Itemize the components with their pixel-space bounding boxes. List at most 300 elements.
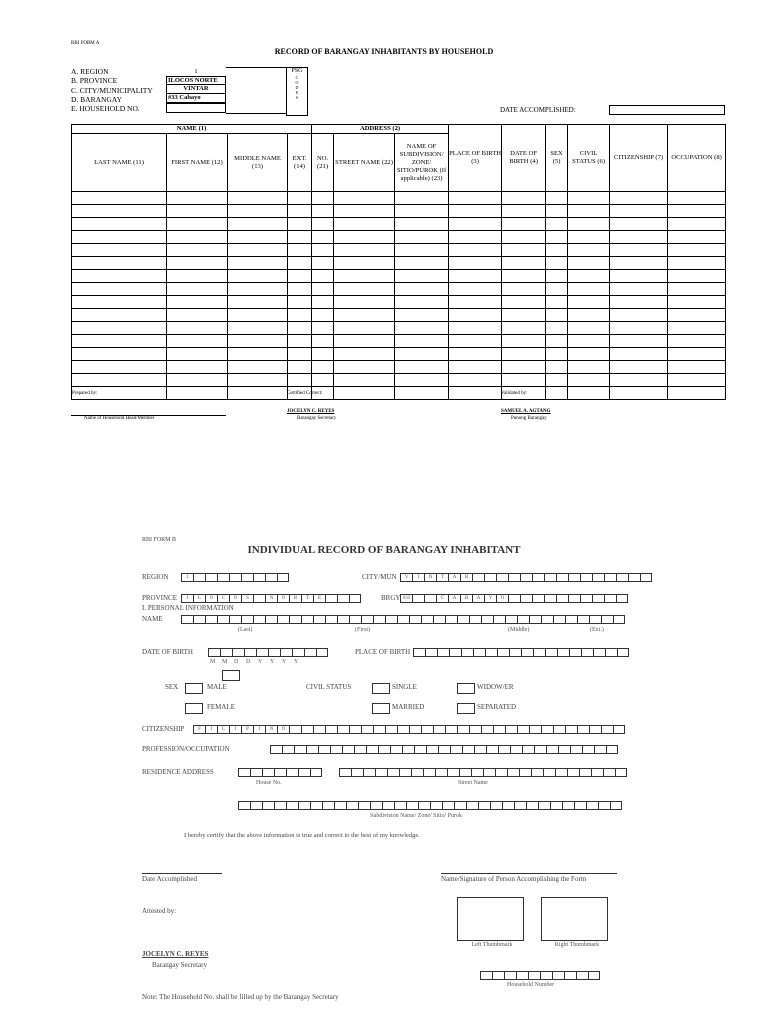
table-cell[interactable]: [72, 309, 167, 322]
table-cell[interactable]: [610, 257, 668, 270]
table-cell[interactable]: [502, 192, 546, 205]
letter-box[interactable]: [425, 648, 437, 657]
table-cell[interactable]: [72, 257, 167, 270]
letter-box[interactable]: [394, 801, 406, 810]
table-cell[interactable]: [312, 257, 334, 270]
letter-box[interactable]: [414, 745, 426, 754]
table-cell[interactable]: [546, 348, 568, 361]
b-pob-cells[interactable]: [413, 648, 629, 657]
letter-box[interactable]: [437, 648, 449, 657]
letter-box[interactable]: T: [436, 573, 448, 582]
table-cell[interactable]: [546, 231, 568, 244]
letter-box[interactable]: [521, 648, 533, 657]
table-cell[interactable]: [668, 205, 726, 218]
table-cell[interactable]: [610, 218, 668, 231]
table-cell[interactable]: [334, 218, 395, 231]
letter-box[interactable]: [558, 745, 570, 754]
table-cell[interactable]: [568, 348, 610, 361]
letter-box[interactable]: N: [265, 725, 277, 734]
letter-box[interactable]: [193, 615, 205, 624]
b-brgy-cells[interactable]: [400, 594, 628, 603]
table-cell[interactable]: [502, 348, 546, 361]
letter-box[interactable]: [253, 573, 265, 582]
table-cell[interactable]: [334, 192, 395, 205]
table-cell[interactable]: [288, 231, 312, 244]
letter-box[interactable]: [529, 725, 541, 734]
letter-box[interactable]: [238, 768, 250, 777]
table-cell[interactable]: [668, 244, 726, 257]
letter-box[interactable]: [471, 768, 483, 777]
letter-box[interactable]: [474, 745, 486, 754]
table-cell[interactable]: [312, 192, 334, 205]
sex-female-checkbox[interactable]: [185, 703, 203, 714]
letter-box[interactable]: [325, 594, 337, 603]
civil-married-checkbox[interactable]: [372, 703, 390, 714]
table-cell[interactable]: [568, 257, 610, 270]
letter-box[interactable]: [505, 615, 517, 624]
table-cell[interactable]: [546, 361, 568, 374]
letter-box[interactable]: [438, 745, 450, 754]
table-cell[interactable]: [568, 296, 610, 309]
table-cell[interactable]: [449, 244, 502, 257]
letter-box[interactable]: [589, 615, 601, 624]
table-cell[interactable]: [167, 387, 228, 400]
letter-box[interactable]: [557, 648, 569, 657]
table-cell[interactable]: [395, 361, 449, 374]
letter-box[interactable]: [402, 745, 414, 754]
letter-box[interactable]: [517, 725, 529, 734]
letter-box[interactable]: [640, 573, 652, 582]
table-cell[interactable]: [449, 205, 502, 218]
letter-box[interactable]: [592, 594, 604, 603]
letter-box[interactable]: [510, 745, 522, 754]
table-cell[interactable]: [546, 257, 568, 270]
table-cell[interactable]: [502, 257, 546, 270]
table-cell[interactable]: [395, 283, 449, 296]
table-cell[interactable]: [288, 348, 312, 361]
table-cell[interactable]: [228, 218, 288, 231]
letter-box[interactable]: [534, 745, 546, 754]
letter-box[interactable]: [546, 745, 558, 754]
barangay-value[interactable]: #33 Cabayo: [166, 94, 226, 103]
table-cell[interactable]: [334, 270, 395, 283]
letter-box[interactable]: A: [448, 573, 460, 582]
letter-box[interactable]: L: [193, 594, 205, 603]
table-cell[interactable]: [395, 374, 449, 387]
letter-box[interactable]: [606, 745, 618, 754]
letter-box[interactable]: [532, 573, 544, 582]
letter-box[interactable]: [274, 801, 286, 810]
letter-box[interactable]: [282, 745, 294, 754]
table-cell[interactable]: [72, 296, 167, 309]
table-cell[interactable]: [334, 205, 395, 218]
table-cell[interactable]: [668, 322, 726, 335]
letter-box[interactable]: [229, 573, 241, 582]
table-cell[interactable]: [395, 231, 449, 244]
table-cell[interactable]: [395, 218, 449, 231]
letter-box[interactable]: [541, 725, 553, 734]
letter-box[interactable]: [484, 573, 496, 582]
table-cell[interactable]: [228, 322, 288, 335]
letter-box[interactable]: O: [277, 594, 289, 603]
letter-box[interactable]: [274, 768, 286, 777]
letter-box[interactable]: [531, 768, 543, 777]
letter-box[interactable]: [450, 745, 462, 754]
table-cell[interactable]: [72, 270, 167, 283]
table-cell[interactable]: [502, 374, 546, 387]
letter-box[interactable]: [412, 594, 424, 603]
letter-box[interactable]: [424, 594, 436, 603]
table-cell[interactable]: [72, 283, 167, 296]
letter-box[interactable]: [473, 648, 485, 657]
letter-box[interactable]: [423, 768, 435, 777]
table-cell[interactable]: [395, 244, 449, 257]
table-cell[interactable]: [72, 192, 167, 205]
letter-box[interactable]: [382, 801, 394, 810]
table-cell[interactable]: [668, 257, 726, 270]
letter-box[interactable]: [361, 615, 373, 624]
letter-box[interactable]: [294, 745, 306, 754]
letter-box[interactable]: [459, 768, 471, 777]
letter-box[interactable]: #33: [400, 594, 412, 603]
letter-box[interactable]: [310, 768, 322, 777]
letter-box[interactable]: [556, 573, 568, 582]
letter-box[interactable]: S: [241, 594, 253, 603]
letter-box[interactable]: [556, 594, 568, 603]
letter-box[interactable]: [520, 594, 532, 603]
letter-box[interactable]: [349, 725, 361, 734]
table-cell[interactable]: [546, 296, 568, 309]
table-cell[interactable]: [395, 322, 449, 335]
table-cell[interactable]: [668, 335, 726, 348]
table-cell[interactable]: [72, 205, 167, 218]
letter-box[interactable]: [615, 768, 627, 777]
letter-box[interactable]: [354, 745, 366, 754]
table-cell[interactable]: [668, 231, 726, 244]
table-cell[interactable]: [610, 309, 668, 322]
letter-box[interactable]: [375, 768, 387, 777]
table-cell[interactable]: [568, 231, 610, 244]
b-occupation-cells[interactable]: [270, 745, 618, 754]
b-street-cells[interactable]: [339, 768, 627, 777]
table-cell[interactable]: [568, 270, 610, 283]
letter-box[interactable]: [208, 648, 220, 657]
table-cell[interactable]: [334, 283, 395, 296]
letter-box[interactable]: O: [277, 725, 289, 734]
letter-box[interactable]: [286, 768, 298, 777]
table-cell[interactable]: [167, 296, 228, 309]
table-cell[interactable]: [228, 192, 288, 205]
table-cell[interactable]: [546, 205, 568, 218]
letter-box[interactable]: [373, 725, 385, 734]
letter-box[interactable]: [493, 615, 505, 624]
letter-box[interactable]: [592, 573, 604, 582]
letter-box[interactable]: I: [205, 725, 217, 734]
letter-box[interactable]: [339, 768, 351, 777]
table-cell[interactable]: [668, 296, 726, 309]
letter-box[interactable]: [490, 801, 502, 810]
table-cell[interactable]: [167, 244, 228, 257]
letter-box[interactable]: F: [193, 725, 205, 734]
letter-box[interactable]: [505, 725, 517, 734]
extra-checkbox[interactable]: [222, 670, 240, 681]
letter-box[interactable]: [493, 725, 505, 734]
letter-box[interactable]: 1: [181, 573, 193, 582]
letter-box[interactable]: [241, 615, 253, 624]
table-cell[interactable]: [668, 348, 726, 361]
letter-box[interactable]: [409, 725, 421, 734]
letter-box[interactable]: [250, 801, 262, 810]
letter-box[interactable]: [397, 725, 409, 734]
table-cell[interactable]: [228, 231, 288, 244]
table-cell[interactable]: [449, 218, 502, 231]
letter-box[interactable]: [238, 801, 250, 810]
letter-box[interactable]: [421, 615, 433, 624]
table-cell[interactable]: [167, 205, 228, 218]
letter-box[interactable]: [244, 648, 256, 657]
letter-box[interactable]: [351, 768, 363, 777]
letter-box[interactable]: [461, 648, 473, 657]
b-city-cells[interactable]: [400, 573, 652, 582]
table-cell[interactable]: [502, 231, 546, 244]
letter-box[interactable]: [598, 801, 610, 810]
table-cell[interactable]: [395, 270, 449, 283]
table-cell[interactable]: [610, 205, 668, 218]
table-cell[interactable]: [228, 283, 288, 296]
letter-box[interactable]: [289, 615, 301, 624]
table-cell[interactable]: [546, 374, 568, 387]
letter-box[interactable]: [469, 725, 481, 734]
table-cell[interactable]: [568, 309, 610, 322]
table-cell[interactable]: [668, 374, 726, 387]
table-cell[interactable]: [395, 348, 449, 361]
letter-box[interactable]: [330, 745, 342, 754]
letter-box[interactable]: [538, 801, 550, 810]
letter-box[interactable]: [421, 725, 433, 734]
table-cell[interactable]: [228, 270, 288, 283]
letter-box[interactable]: [528, 971, 540, 980]
table-cell[interactable]: [288, 218, 312, 231]
letter-box[interactable]: [411, 768, 423, 777]
letter-box[interactable]: [318, 745, 330, 754]
table-cell[interactable]: [546, 335, 568, 348]
letter-box[interactable]: [370, 801, 382, 810]
letter-box[interactable]: [601, 725, 613, 734]
table-cell[interactable]: [72, 374, 167, 387]
letter-box[interactable]: [301, 725, 313, 734]
letter-box[interactable]: [445, 725, 457, 734]
letter-box[interactable]: [262, 801, 274, 810]
table-cell[interactable]: [502, 244, 546, 257]
table-cell[interactable]: [228, 296, 288, 309]
letter-box[interactable]: [526, 801, 538, 810]
letter-box[interactable]: [325, 725, 337, 734]
table-cell[interactable]: [334, 322, 395, 335]
letter-box[interactable]: [304, 648, 316, 657]
table-cell[interactable]: [610, 374, 668, 387]
letter-box[interactable]: [552, 971, 564, 980]
letter-box[interactable]: [589, 725, 601, 734]
table-cell[interactable]: [228, 387, 288, 400]
letter-box[interactable]: [553, 615, 565, 624]
table-cell[interactable]: [312, 335, 334, 348]
table-cell[interactable]: [449, 361, 502, 374]
letter-box[interactable]: [262, 768, 274, 777]
table-cell[interactable]: [228, 348, 288, 361]
table-cell[interactable]: [334, 244, 395, 257]
letter-box[interactable]: [366, 745, 378, 754]
letter-box[interactable]: [502, 801, 514, 810]
table-cell[interactable]: [610, 244, 668, 257]
letter-box[interactable]: [466, 801, 478, 810]
table-cell[interactable]: [167, 192, 228, 205]
table-cell[interactable]: [167, 231, 228, 244]
table-cell[interactable]: [546, 283, 568, 296]
table-cell[interactable]: [288, 270, 312, 283]
table-cell[interactable]: [668, 309, 726, 322]
table-cell[interactable]: [288, 374, 312, 387]
table-cell[interactable]: [502, 361, 546, 374]
letter-box[interactable]: [580, 594, 592, 603]
table-cell[interactable]: [312, 361, 334, 374]
signature-line[interactable]: [441, 873, 617, 874]
table-cell[interactable]: [568, 361, 610, 374]
letter-box[interactable]: [322, 801, 334, 810]
letter-box[interactable]: [462, 745, 474, 754]
b-name-cells[interactable]: [181, 615, 625, 624]
letter-box[interactable]: I: [229, 725, 241, 734]
table-cell[interactable]: [395, 296, 449, 309]
letter-box[interactable]: C: [217, 594, 229, 603]
letter-box[interactable]: [544, 594, 556, 603]
table-cell[interactable]: [546, 322, 568, 335]
table-cell[interactable]: [568, 283, 610, 296]
table-cell[interactable]: [568, 387, 610, 400]
letter-box[interactable]: T: [301, 594, 313, 603]
letter-box[interactable]: [435, 768, 447, 777]
letter-box[interactable]: [253, 594, 265, 603]
letter-box[interactable]: [581, 648, 593, 657]
letter-box[interactable]: [514, 801, 526, 810]
province-value[interactable]: ILOCOS NORTE: [166, 76, 226, 85]
letter-box[interactable]: [286, 801, 298, 810]
b-house-no-cells[interactable]: [238, 768, 322, 777]
letter-box[interactable]: [520, 573, 532, 582]
letter-box[interactable]: [508, 573, 520, 582]
letter-box[interactable]: [593, 648, 605, 657]
table-cell[interactable]: [312, 296, 334, 309]
table-cell[interactable]: [568, 218, 610, 231]
table-cell[interactable]: [395, 257, 449, 270]
letter-box[interactable]: [442, 801, 454, 810]
letter-box[interactable]: [313, 725, 325, 734]
table-cell[interactable]: [228, 361, 288, 374]
letter-box[interactable]: [387, 768, 399, 777]
table-cell[interactable]: [546, 192, 568, 205]
letter-box[interactable]: [418, 801, 430, 810]
letter-box[interactable]: [564, 971, 576, 980]
letter-box[interactable]: [545, 648, 557, 657]
table-cell[interactable]: [228, 309, 288, 322]
table-cell[interactable]: [288, 205, 312, 218]
letter-box[interactable]: [358, 801, 370, 810]
table-cell[interactable]: [167, 322, 228, 335]
letter-box[interactable]: [378, 745, 390, 754]
table-cell[interactable]: [312, 218, 334, 231]
letter-box[interactable]: [604, 594, 616, 603]
letter-box[interactable]: [433, 615, 445, 624]
letter-box[interactable]: N: [265, 594, 277, 603]
letter-box[interactable]: [433, 725, 445, 734]
letter-box[interactable]: [496, 573, 508, 582]
letter-box[interactable]: [550, 801, 562, 810]
table-cell[interactable]: [449, 283, 502, 296]
b-dob-cells[interactable]: [208, 648, 328, 657]
right-thumbmark-box[interactable]: [541, 897, 608, 941]
household-number-cells[interactable]: [480, 971, 600, 980]
letter-box[interactable]: [457, 725, 469, 734]
civil-separated-checkbox[interactable]: [457, 703, 475, 714]
table-cell[interactable]: [502, 309, 546, 322]
table-cell[interactable]: [312, 309, 334, 322]
letter-box[interactable]: [306, 745, 318, 754]
letter-box[interactable]: [570, 745, 582, 754]
table-cell[interactable]: [668, 218, 726, 231]
table-cell[interactable]: [395, 192, 449, 205]
letter-box[interactable]: [509, 648, 521, 657]
letter-box[interactable]: A: [472, 594, 484, 603]
sex-male-checkbox[interactable]: [185, 683, 203, 694]
letter-box[interactable]: [265, 615, 277, 624]
table-cell[interactable]: [395, 335, 449, 348]
letter-box[interactable]: [610, 801, 622, 810]
letter-box[interactable]: [454, 801, 466, 810]
table-cell[interactable]: [449, 257, 502, 270]
letter-box[interactable]: R: [289, 594, 301, 603]
table-cell[interactable]: [568, 244, 610, 257]
letter-box[interactable]: [334, 801, 346, 810]
letter-box[interactable]: [569, 648, 581, 657]
letter-box[interactable]: [390, 745, 402, 754]
table-cell[interactable]: [610, 322, 668, 335]
letter-box[interactable]: I: [412, 573, 424, 582]
table-cell[interactable]: [610, 283, 668, 296]
letter-box[interactable]: [361, 725, 373, 734]
letter-box[interactable]: P: [241, 725, 253, 734]
letter-box[interactable]: [406, 801, 418, 810]
table-cell[interactable]: [546, 387, 568, 400]
letter-box[interactable]: [495, 768, 507, 777]
table-cell[interactable]: [449, 192, 502, 205]
letter-box[interactable]: [205, 573, 217, 582]
region-value[interactable]: 1: [194, 68, 198, 75]
table-cell[interactable]: [610, 270, 668, 283]
table-cell[interactable]: [288, 192, 312, 205]
table-cell[interactable]: [334, 231, 395, 244]
date-accomplished-line[interactable]: [142, 873, 222, 874]
letter-box[interactable]: [580, 573, 592, 582]
table-cell[interactable]: [610, 361, 668, 374]
table-cell[interactable]: [72, 335, 167, 348]
letter-box[interactable]: [265, 573, 277, 582]
letter-box[interactable]: [250, 768, 262, 777]
b-subdivision-cells[interactable]: [238, 801, 622, 810]
letter-box[interactable]: [544, 573, 556, 582]
letter-box[interactable]: [181, 615, 193, 624]
letter-box[interactable]: [397, 615, 409, 624]
table-cell[interactable]: [568, 322, 610, 335]
table-cell[interactable]: [546, 270, 568, 283]
